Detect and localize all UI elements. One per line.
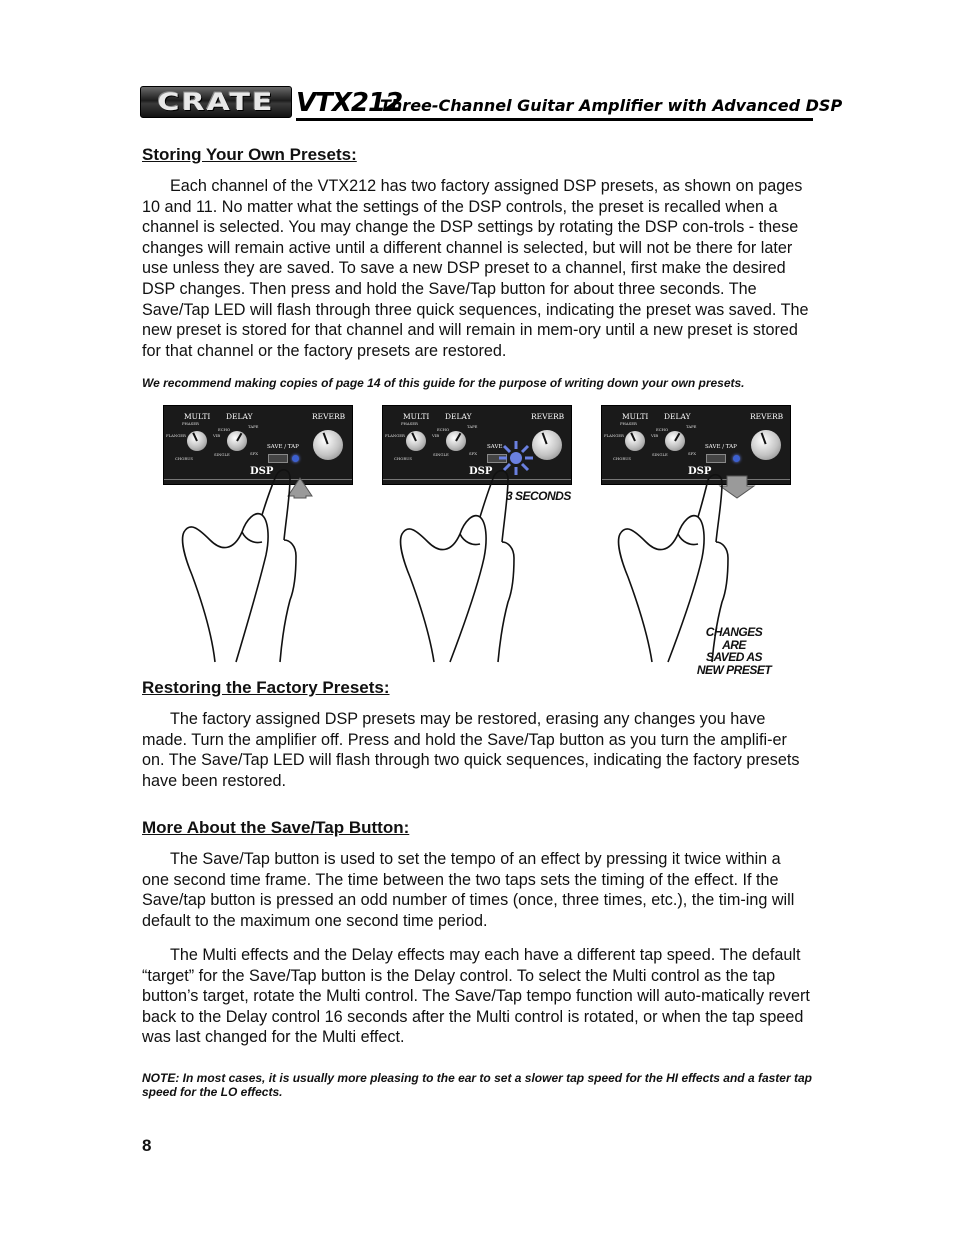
save-label: SAVE bbox=[487, 444, 503, 450]
heading-restoring-presets: Restoring the Factory Presets: bbox=[142, 678, 390, 697]
chorus-label: CHORUS bbox=[394, 456, 412, 461]
crate-logo bbox=[140, 86, 292, 118]
chorus-label: CHORUS bbox=[613, 456, 631, 461]
save-tap-label: SAVE / TAP bbox=[705, 444, 737, 450]
paragraph-save-tap-1: The Save/Tap button is used to set the tempo of an effect by pressing it twice within a one second time frame. The time between the two taps sets the timing of the effect. If the Save/tap button is pressed an odd number of times (once, three times, etc.), the tim-ing will default to the maximum one second time period. bbox=[142, 850, 795, 930]
crate-logo-text: CRATE bbox=[157, 88, 275, 116]
phaser-label: PHASER bbox=[620, 421, 637, 426]
delay-label: DELAY bbox=[445, 412, 472, 421]
echo-label: ECHO bbox=[218, 427, 231, 432]
caption-saved-preset bbox=[694, 626, 774, 676]
tap-speed-note: NOTE: In most cases, it is usually more pleasing to the ear to set a slower tap speed for the HI effects and a faster tap speed for the LO effects. bbox=[142, 1071, 812, 1099]
arrow-down-icon bbox=[720, 476, 754, 498]
hand-1-icon bbox=[183, 470, 296, 662]
reverb-label: REVERB bbox=[312, 412, 346, 421]
paragraph-save-tap-2: The Multi effects and the Delay effects may each have a different tap speed. The default “target” for the Save/Tap button is the Delay control. To select the Multi control as the tap button’s target, rotate the Multi control. The Save/Tap tempo function will auto-matically revert back to the Delay control 16 seconds after the Multi control is rotated, or when the tap speed was last changed for the Multi effect. bbox=[142, 946, 810, 1047]
dsp-label: DSP bbox=[250, 466, 274, 477]
caption-three-seconds: 3 SECONDS bbox=[506, 489, 571, 503]
multi-label: MULTI bbox=[184, 412, 211, 421]
sfx-label: SFX bbox=[688, 451, 696, 456]
delay-label: DELAY bbox=[226, 412, 253, 421]
flanger-label: FLANGER bbox=[166, 433, 186, 438]
chorus-label: CHORUS bbox=[175, 456, 193, 461]
delay-label: DELAY bbox=[664, 412, 691, 421]
sfx-label: SFX bbox=[250, 451, 258, 456]
led-flash-icon bbox=[499, 441, 533, 475]
heading-more-save-tap: More About the Save/Tap Button: bbox=[142, 818, 410, 837]
vib-label: VIB bbox=[432, 433, 440, 438]
caption-line-3: NEW PRESET bbox=[696, 662, 772, 677]
save-tap-label: SAVE / TAP bbox=[267, 444, 299, 450]
echo-label: ECHO bbox=[656, 427, 669, 432]
flanger-label: FLANGER bbox=[385, 433, 405, 438]
dsp-label: DSP bbox=[688, 466, 712, 477]
model-name: VTX212 bbox=[296, 88, 403, 118]
paragraph-storing: Each channel of the VTX212 has two factory assigned DSP presets, as shown on pages 10 and 11. No matter what the settings of the DSP controls, the preset is recalled when a channel is selected. You may change the DSP settings by rotating the DSP con-trols - these changes will remain active until a different channel is selected, but will not be there for later use unless they are saved. To save a new DSP preset to a channel, first make the desired DSP changes. Then press and hold the Save/Tap button for about three seconds. The Save/Tap LED will flash through three quick sequences, indicating the preset was saved. The new preset is stored for that channel and will remain in mem-ory until a new preset is stored for that channel or the factory presets are restored. bbox=[142, 177, 809, 360]
arrow-up-icon bbox=[288, 478, 312, 498]
multi-label: MULTI bbox=[622, 412, 649, 421]
sfx-label: SFX bbox=[469, 451, 477, 456]
tape-label: TAPE bbox=[467, 424, 478, 429]
phaser-label: PHASER bbox=[401, 421, 418, 426]
multi-label: MULTI bbox=[403, 412, 430, 421]
caption-line-2: SAVED AS bbox=[705, 650, 762, 664]
vib-label: VIB bbox=[651, 433, 659, 438]
recommend-note: We recommend making copies of page 14 of this guide for the purpose of writing down your own presets. bbox=[142, 376, 745, 390]
single-label: SINGLE bbox=[652, 452, 668, 457]
tape-label: TAPE bbox=[686, 424, 697, 429]
page-number: 8 bbox=[142, 1136, 152, 1155]
phaser-label: PHASER bbox=[182, 421, 199, 426]
hand-2-icon bbox=[401, 471, 514, 662]
single-label: SINGLE bbox=[433, 452, 449, 457]
vib-label: VIB bbox=[213, 433, 221, 438]
header-rule bbox=[296, 118, 813, 121]
tape-label: TAPE bbox=[248, 424, 259, 429]
paragraph-restoring: The factory assigned DSP presets may be restored, erasing any changes you have made. Turn the amplifier off. Press and hold the Save/Tap button as you turn the amplifi-er on. The Save/Tap LED will flash through two quick sequences, indicating the factory presets have been restored. bbox=[142, 710, 800, 790]
echo-label: ECHO bbox=[437, 427, 450, 432]
dsp-label: DSP bbox=[469, 466, 493, 477]
reverb-label: REVERB bbox=[531, 412, 565, 421]
heading-storing-presets: Storing Your Own Presets: bbox=[142, 145, 357, 164]
header-tagline: Three-Channel Guitar Amplifier with Advanced DSP bbox=[380, 96, 843, 115]
reverb-label: REVERB bbox=[750, 412, 784, 421]
single-label: SINGLE bbox=[214, 452, 230, 457]
flanger-label: FLANGER bbox=[604, 433, 624, 438]
caption-line-1: CHANGES ARE bbox=[705, 625, 763, 652]
